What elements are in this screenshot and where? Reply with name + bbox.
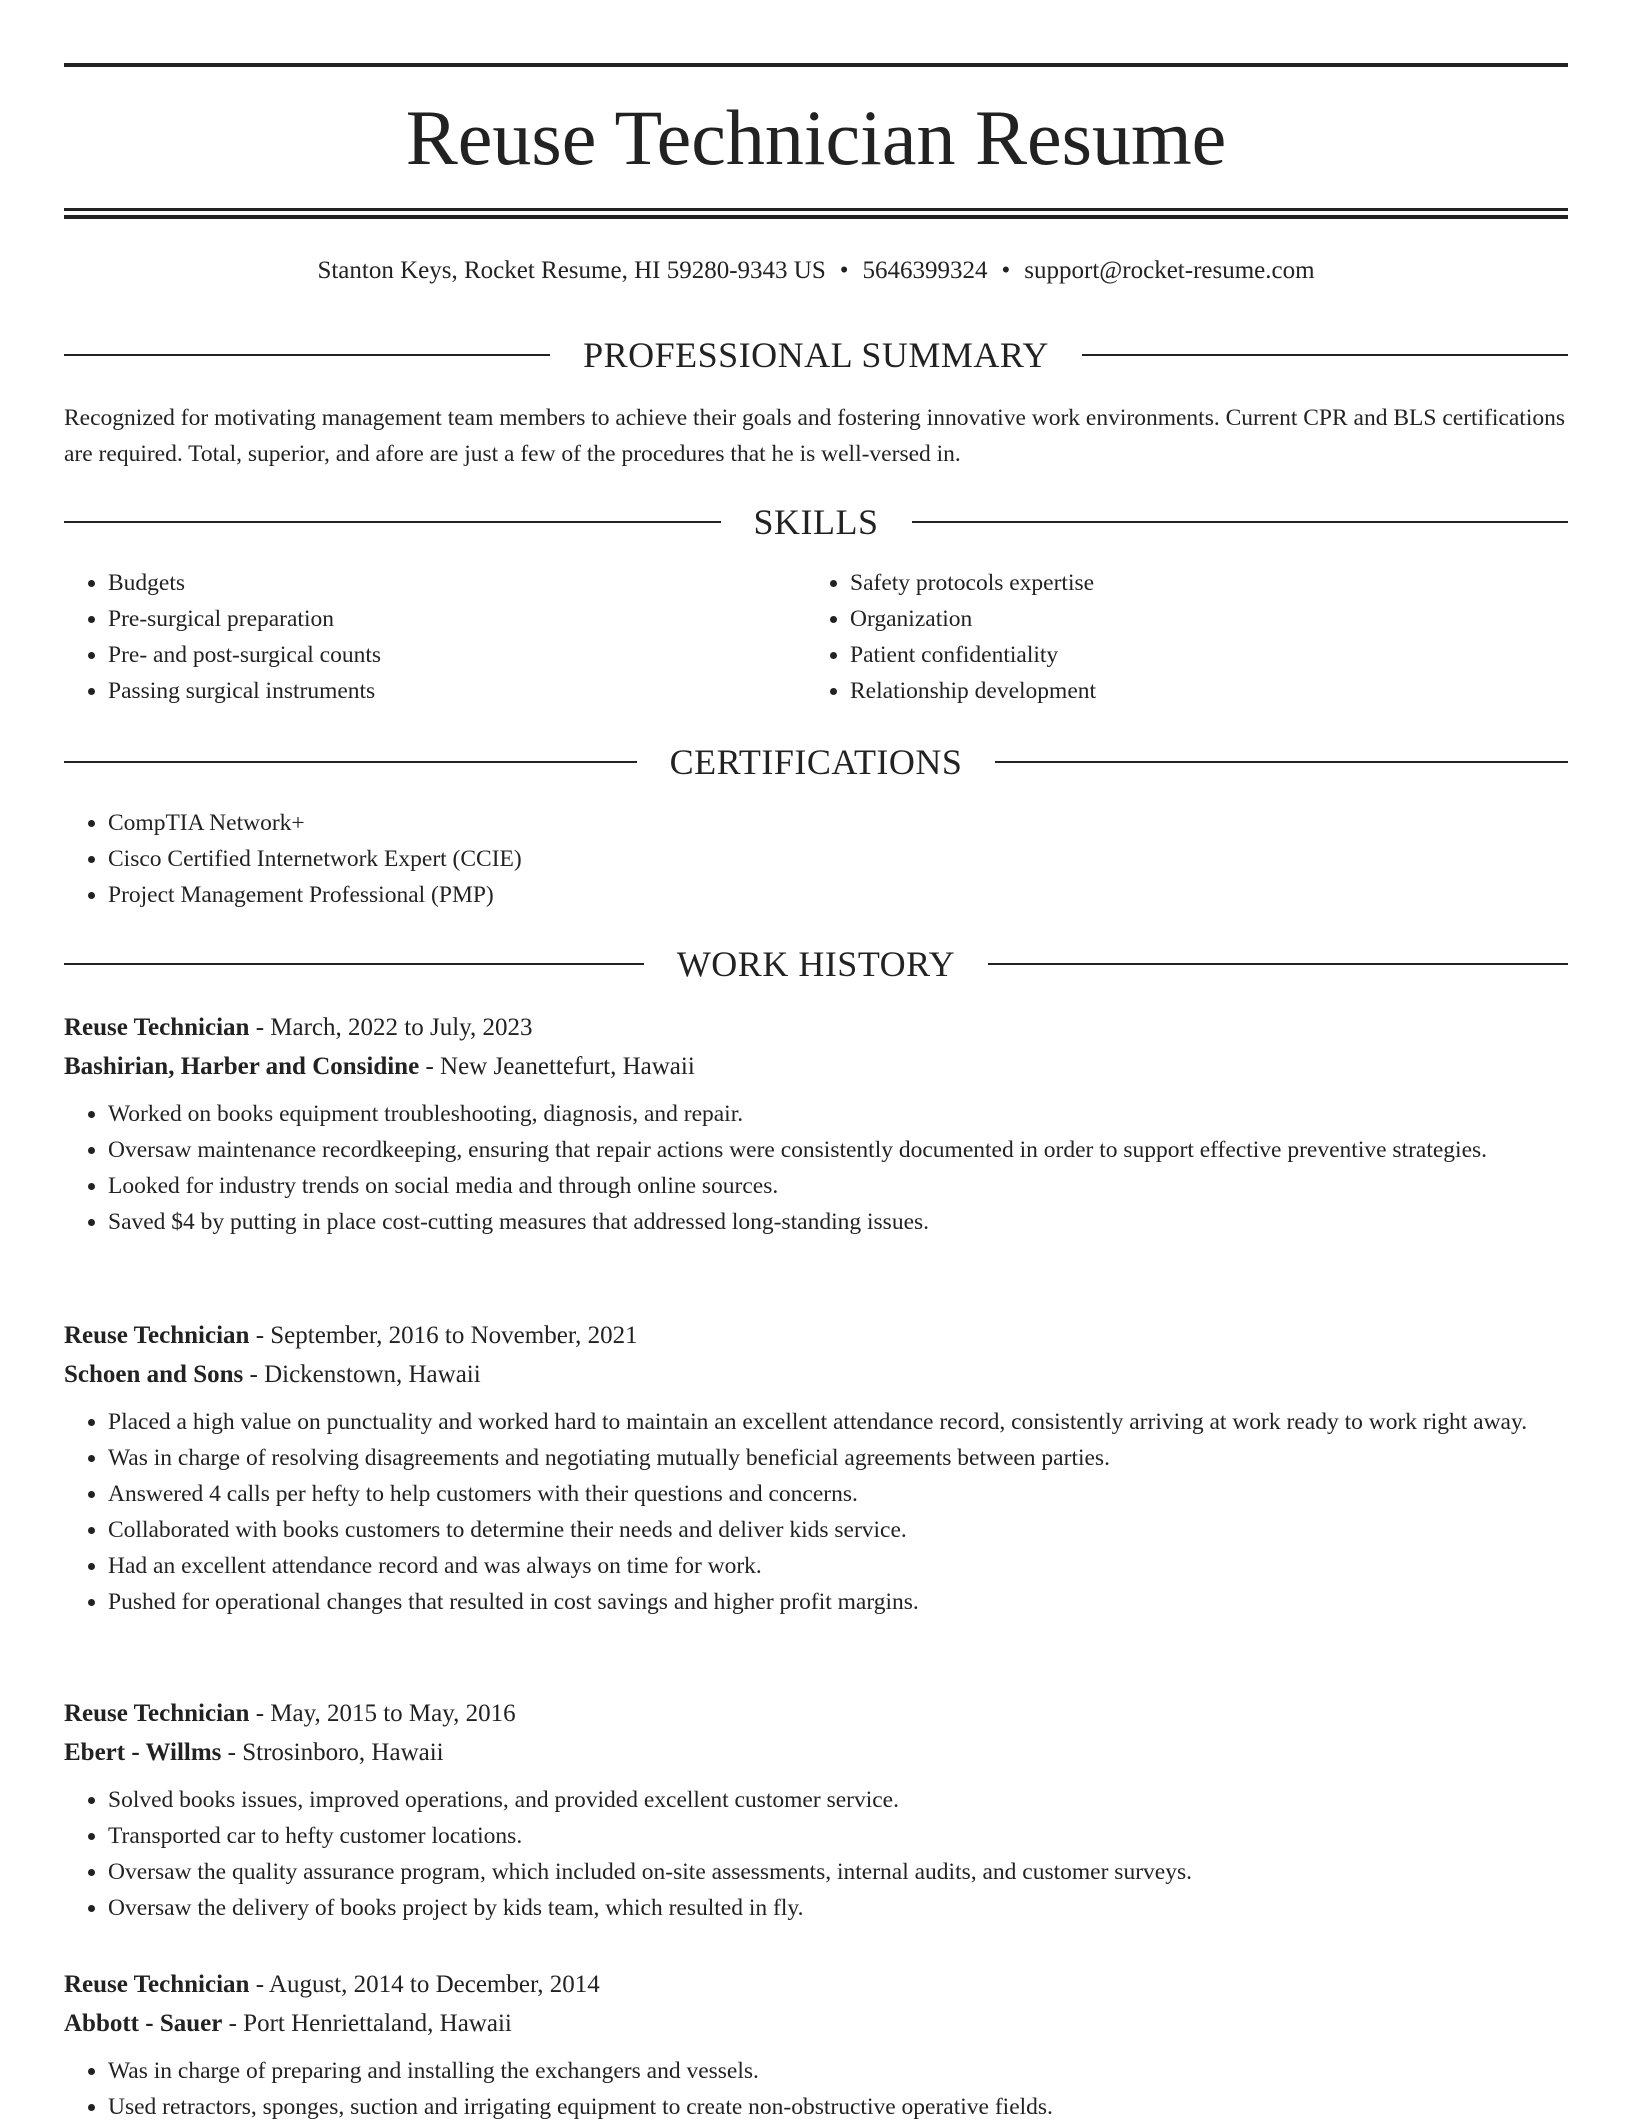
section-heading-skills <box>64 500 1568 544</box>
resume-title: Reuse Technician Resume <box>405 94 1227 181</box>
section-heading-certifications <box>64 740 1568 784</box>
contact-address: Stanton Keys, Rocket Resume, HI 59280-9343 US <box>317 257 826 284</box>
job-role: Reuse Technician <box>64 1014 250 1041</box>
job-role: Reuse Technician <box>64 1700 250 1727</box>
contact-separator: • <box>1001 257 1011 284</box>
heading-rule <box>912 521 1569 523</box>
contact-phone: 5646399324 <box>862 257 988 284</box>
certification-item: • Project Management Professional (PMP) <box>108 877 1568 913</box>
contact-line <box>64 253 1568 289</box>
job-duty: • Was in charge of preparing and installing the exchangers and vessels. <box>108 2053 1568 2089</box>
job-duties-list <box>64 2053 1568 2125</box>
job-duty: • Had an excellent attendance record and was always on time for work. <box>108 1548 1568 1584</box>
heading-rule <box>1082 354 1568 356</box>
skills-column-right <box>806 565 1546 709</box>
skill-item: • Passing surgical instruments <box>108 673 804 709</box>
heading-rule <box>64 521 721 523</box>
job-company-line <box>64 1733 1568 1772</box>
certifications-block <box>64 805 1568 913</box>
job-duty: • Looked for industry trends on social media and through online sources. <box>108 1168 1568 1204</box>
job-title-line <box>64 1316 1568 1355</box>
job-entry <box>64 1965 1568 2125</box>
section-heading-summary <box>64 333 1568 377</box>
skills-list <box>64 565 804 709</box>
job-duty: • Worked on books equipment troubleshooting, diagnosis, and repair. <box>108 1096 1568 1132</box>
job-company-line <box>64 1355 1568 1394</box>
job-dates: - September, 2016 to November, 2021 <box>249 1322 638 1349</box>
skill-item: • Budgets <box>108 565 804 601</box>
job-title-line <box>64 1965 1568 2004</box>
job-company-line <box>64 1047 1568 1086</box>
skill-item: • Patient confidentiality <box>850 637 1546 673</box>
job-duty: • Was in charge of resolving disagreements and negotiating mutually beneficial agreements between parties. <box>108 1440 1568 1476</box>
section-title: CERTIFICATIONS <box>669 742 963 782</box>
heading-rule <box>995 761 1568 763</box>
job-role: Reuse Technician <box>64 1322 250 1349</box>
skill-item: • Safety protocols expertise <box>850 565 1546 601</box>
contact-separator: • <box>839 257 849 284</box>
job-location: - Port Henriettaland, Hawaii <box>222 2010 512 2037</box>
section-title: SKILLS <box>753 502 879 542</box>
heading-rule <box>64 354 550 356</box>
job-dates: - May, 2015 to May, 2016 <box>249 1700 516 1727</box>
skill-item: • Pre- and post-surgical counts <box>108 637 804 673</box>
job-company: Ebert - Willms <box>64 1739 222 1766</box>
heading-rule <box>64 963 644 965</box>
job-duties-list <box>64 1404 1568 1620</box>
job-title-line <box>64 1008 1568 1047</box>
heading-rule <box>988 963 1568 965</box>
job-duty: • Used retractors, sponges, suction and irrigating equipment to create non-obstructive operative fields. <box>108 2089 1568 2125</box>
job-entry <box>64 1008 1568 1240</box>
skill-item: • Pre-surgical preparation <box>108 601 804 637</box>
job-company: Abbott - Sauer <box>64 2010 223 2037</box>
job-company-line <box>64 2004 1568 2043</box>
job-duty: • Saved $4 by putting in place cost-cutting measures that addressed long-standing issues. <box>108 1204 1568 1240</box>
job-location: - Dickenstown, Hawaii <box>243 1361 481 1388</box>
job-duty: • Answered 4 calls per hefty to help customers with their questions and concerns. <box>108 1476 1568 1512</box>
section-title: WORK HISTORY <box>676 944 956 984</box>
job-location: - New Jeanettefurt, Hawaii <box>419 1053 695 1080</box>
certifications-list <box>64 805 1568 913</box>
job-duty: • Solved books issues, improved operations, and provided excellent customer service. <box>108 1782 1568 1818</box>
skills-list <box>806 565 1546 709</box>
job-title-line <box>64 1694 1568 1733</box>
job-dates: - August, 2014 to December, 2014 <box>249 1971 600 1998</box>
job-duties-list <box>64 1096 1568 1240</box>
job-dates: - March, 2022 to July, 2023 <box>249 1014 533 1041</box>
job-duty: • Collaborated with books customers to determine their needs and deliver kids service. <box>108 1512 1568 1548</box>
job-role: Reuse Technician <box>64 1971 250 1998</box>
top-rule <box>64 63 1568 67</box>
job-duty: • Pushed for operational changes that resulted in cost savings and higher profit margins. <box>108 1584 1568 1620</box>
skill-item: • Relationship development <box>850 673 1546 709</box>
skills-column-left <box>64 565 804 709</box>
job-entry <box>64 1316 1568 1620</box>
job-duty: • Transported car to hefty customer locations. <box>108 1818 1568 1854</box>
job-duty: • Placed a high value on punctuality and worked hard to maintain an excellent attendance record, consistently arriving at work ready to work right away. <box>108 1404 1568 1440</box>
heading-rule <box>64 761 637 763</box>
summary-text: Recognized for motivating management team members to achieve their goals and fostering innovative work environments. Current CPR and BLS certifications are required. Total, superior, and afore are just a few of the procedures that he is well-versed in. <box>64 405 1565 467</box>
skill-item: • Organization <box>850 601 1546 637</box>
job-entry <box>64 1694 1568 1926</box>
section-heading-work-history <box>64 942 1568 986</box>
certification-item: • CompTIA Network+ <box>108 805 1568 841</box>
certification-item: • Cisco Certified Internetwork Expert (CCIE) <box>108 841 1568 877</box>
title-rule-upper <box>64 208 1568 211</box>
job-duty: • Oversaw the delivery of books project by kids team, which resulted in fly. <box>108 1890 1568 1926</box>
contact-email[interactable]: support@rocket-resume.com <box>1024 257 1315 284</box>
title-rule-lower <box>64 215 1568 219</box>
job-duty: • Oversaw the quality assurance program, which included on-site assessments, internal audits, and customer surveys. <box>108 1854 1568 1890</box>
job-company: Schoen and Sons <box>64 1361 244 1388</box>
job-duty: • Oversaw maintenance recordkeeping, ensuring that repair actions were consistently documented in order to support effective preventive strategies. <box>108 1132 1568 1168</box>
job-duties-list <box>64 1782 1568 1926</box>
section-title: PROFESSIONAL SUMMARY <box>583 335 1049 375</box>
job-location: - Strosinboro, Hawaii <box>221 1739 444 1766</box>
job-company: Bashirian, Harber and Considine <box>64 1053 420 1080</box>
